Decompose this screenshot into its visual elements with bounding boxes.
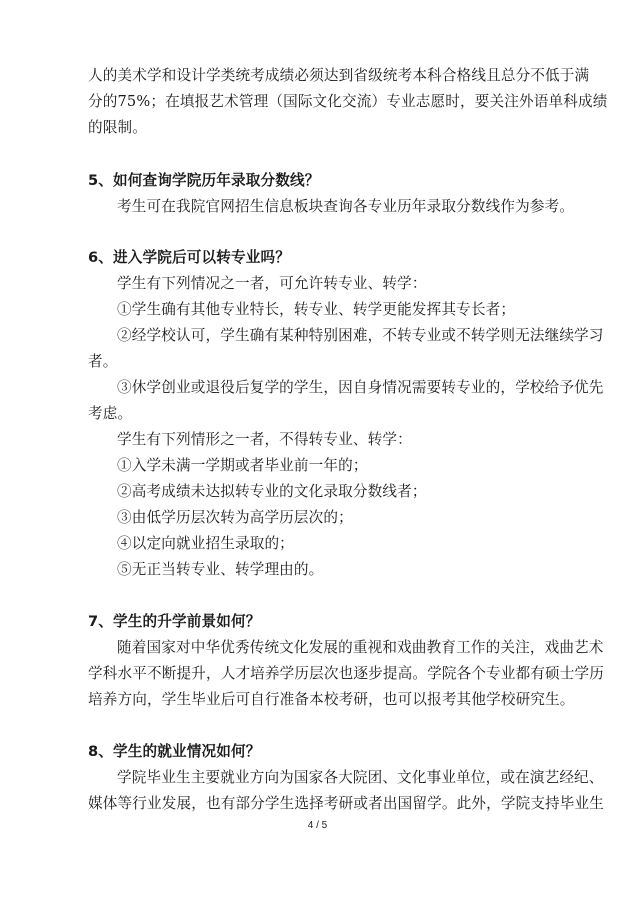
q6-denied-2: ②高考成绩未达拟转专业的文化录取分数线者； — [117, 483, 427, 500]
intro-line-3: 的限制。 — [88, 119, 147, 136]
q5-heading: 5、如何查询学院历年录取分数线？ — [88, 172, 320, 189]
q6-denied-5: ⑤无正当转专业、转学理由的。 — [117, 561, 324, 578]
q6-denied-intro: 学生有下列情形之一者，不得转专业、转学： — [117, 431, 412, 448]
q7-heading: 7、学生的升学前景如何？ — [88, 613, 261, 630]
q8-line-1: 学院毕业生主要就业方向为国家各大院团、文化事业单位，或在演艺经纪、 — [117, 769, 604, 786]
q6-allowed-2b: 者。 — [88, 353, 118, 370]
q7-line-3: 培养方向，学生毕业后可自行准备本校考研，也可以报考其他学校研究生。 — [88, 691, 575, 708]
q6-allowed-2a: ②经学校认可，学生确有某种特别困难，不转专业或不转学则无法继续学习 — [117, 327, 604, 344]
q8-heading: 8、学生的就业情况如何？ — [88, 743, 261, 760]
q6-allowed-3a: ③休学创业或退役后复学的学生，因自身情况需要转专业的，学校给予优先 — [117, 379, 604, 396]
q6-allowed-1: ①学生确有其他专业特长，转专业、转学更能发挥其专长者； — [117, 301, 516, 318]
q6-allowed-3b: 考虑。 — [88, 405, 133, 422]
q6-denied-4: ④以定向就业招生录取的； — [117, 535, 294, 552]
intro-line-2: 分的75%；在填报艺术管理（国际文化交流）专业志愿时，要关注外语单科成绩 — [88, 93, 608, 110]
q6-denied-1: ①入学未满一学期或者毕业前一年的； — [117, 457, 368, 474]
page-number: 4 / 5 — [307, 820, 328, 831]
q6-allowed-intro: 学生有下列情况之一者，可允许转专业、转学： — [117, 275, 427, 292]
q7-line-2: 学科水平不断提升，人才培养学历层次也逐步提高。学院各个专业都有硕士学历 — [88, 665, 605, 682]
q7-line-1: 随着国家对中华优秀传统文化发展的重视和戏曲教育工作的关注，戏曲艺术 — [117, 639, 604, 656]
q5-answer: 考生可在我院官网招生信息板块查询各专业历年录取分数线作为参考。 — [117, 198, 575, 215]
q6-heading: 6、进入学院后可以转专业吗？ — [88, 249, 290, 266]
q8-line-2: 媒体等行业发展，也有部分学生选择考研或者出国留学。此外，学院支持毕业生 — [88, 795, 605, 812]
q6-denied-3: ③由低学历层次转为高学历层次的； — [117, 509, 353, 526]
intro-line-1: 人的美术学和设计学类统考成绩必须达到省级统考本科合格线且总分不低于满 — [88, 67, 590, 84]
